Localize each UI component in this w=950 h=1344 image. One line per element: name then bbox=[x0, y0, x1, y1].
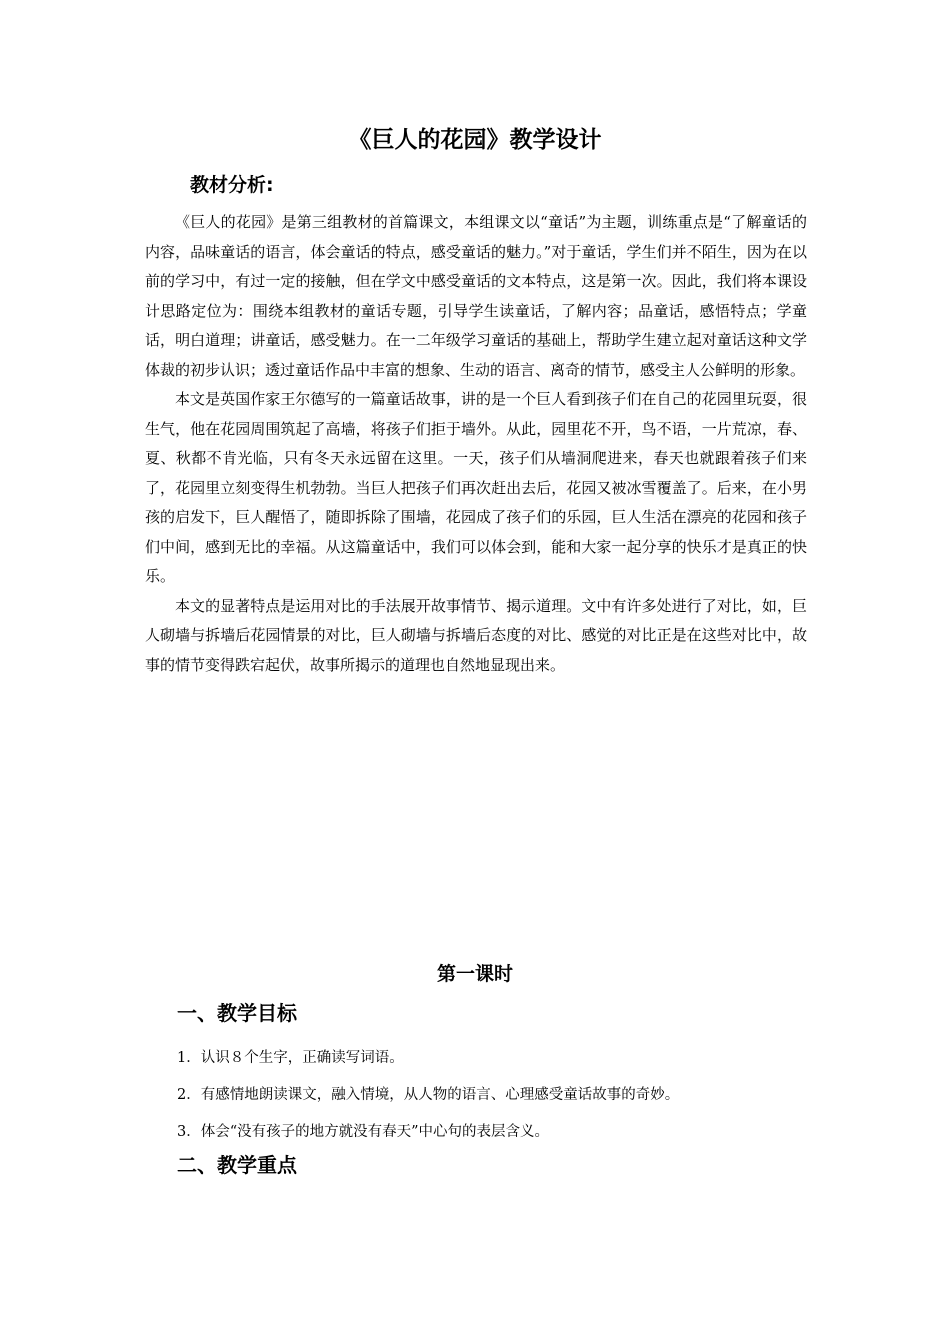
lesson-title: 第一课时 bbox=[436, 963, 513, 985]
goal-item-3: 3．体会“没有孩子的地方就没有春天”中心句的表层含义。 bbox=[177, 1124, 550, 1140]
goal-item-1: 1．认识８个生字，正确读写词语。 bbox=[177, 1050, 404, 1066]
analysis-paragraph-2: 本文是英国作家王尔德写的一篇童话故事，讲的是一个巨人看到孩子们在自己的花园里玩耍，很生气，他在花园周围筑起了高墙，将孩子们拒于墙外。从此，园里花不开，鸟不语，一片荒凉，春、夏、秋都不肯光临，只有冬天永远留在这里。一天，孩子们从墙洞爬进来，春天也就跟着孩子们来了，花园里立刻变得生机勃勃。当巨人把孩子们再次赶出去后，花园又被冰雪覆盖了。后来，在小男孩的启发下，巨人醒悟了，随即拆除了围墙，花园成了孩子们的乐园，巨人生活在漂亮的花园和孩子们中间，感到无比的幸福。从这篇童话中，我们可以体会到，能和大家一起分享的快乐才是真正的快乐。 bbox=[145, 390, 807, 585]
document-title: 《巨人的花园》教学设计 bbox=[348, 127, 602, 153]
analysis-body bbox=[145, 208, 807, 680]
section-heading-material-analysis: 教材分析: bbox=[190, 174, 274, 196]
analysis-paragraph-3: 本文的显著特点是运用对比的手法展开故事情节、揭示道理。文中有许多处进行了对比，如，巨人砌墙与拆墙后花园情景的对比，巨人砌墙与拆墙后态度的对比、感觉的对比正是在这些对比中，故事的情节变得跌宕起伏，故事所揭示的道理也自然地显现出来。 bbox=[145, 596, 807, 674]
goals-list bbox=[177, 1040, 807, 1151]
goal-item-2: 2．有感情地朗读课文，融入情境，从人物的语言、心理感受童话故事的奇妙。 bbox=[177, 1087, 680, 1103]
analysis-paragraph-1: 《巨人的花园》是第三组教材的首篇课文，本组课文以“童话”为主题，训练重点是“了解童话的内容，品味童话的语言，体会童话的特点，感受童话的魅力。”对于童话，学生们并不陌生，因为在以前的学习中，有过一定的接触，但在学文中感受童话的文本特点，这是第一次。因此，我们将本课设计思路定位为：围绕本组教材的童话专题，引导学生读童话，了解内容；品童话，感悟特点；学童话，明白道理；讲童话，感受魅力。在一二年级学习童话的基础上，帮助学生建立起对童话这种文学体裁的初步认识；透过童话作品中丰富的想象、生动的语言、离奇的情节，感受主人公鲜明的形象。 bbox=[145, 213, 807, 379]
goals-heading: 一、教学目标 bbox=[177, 1001, 297, 1025]
focus-heading: 二、教学重点 bbox=[177, 1153, 297, 1177]
